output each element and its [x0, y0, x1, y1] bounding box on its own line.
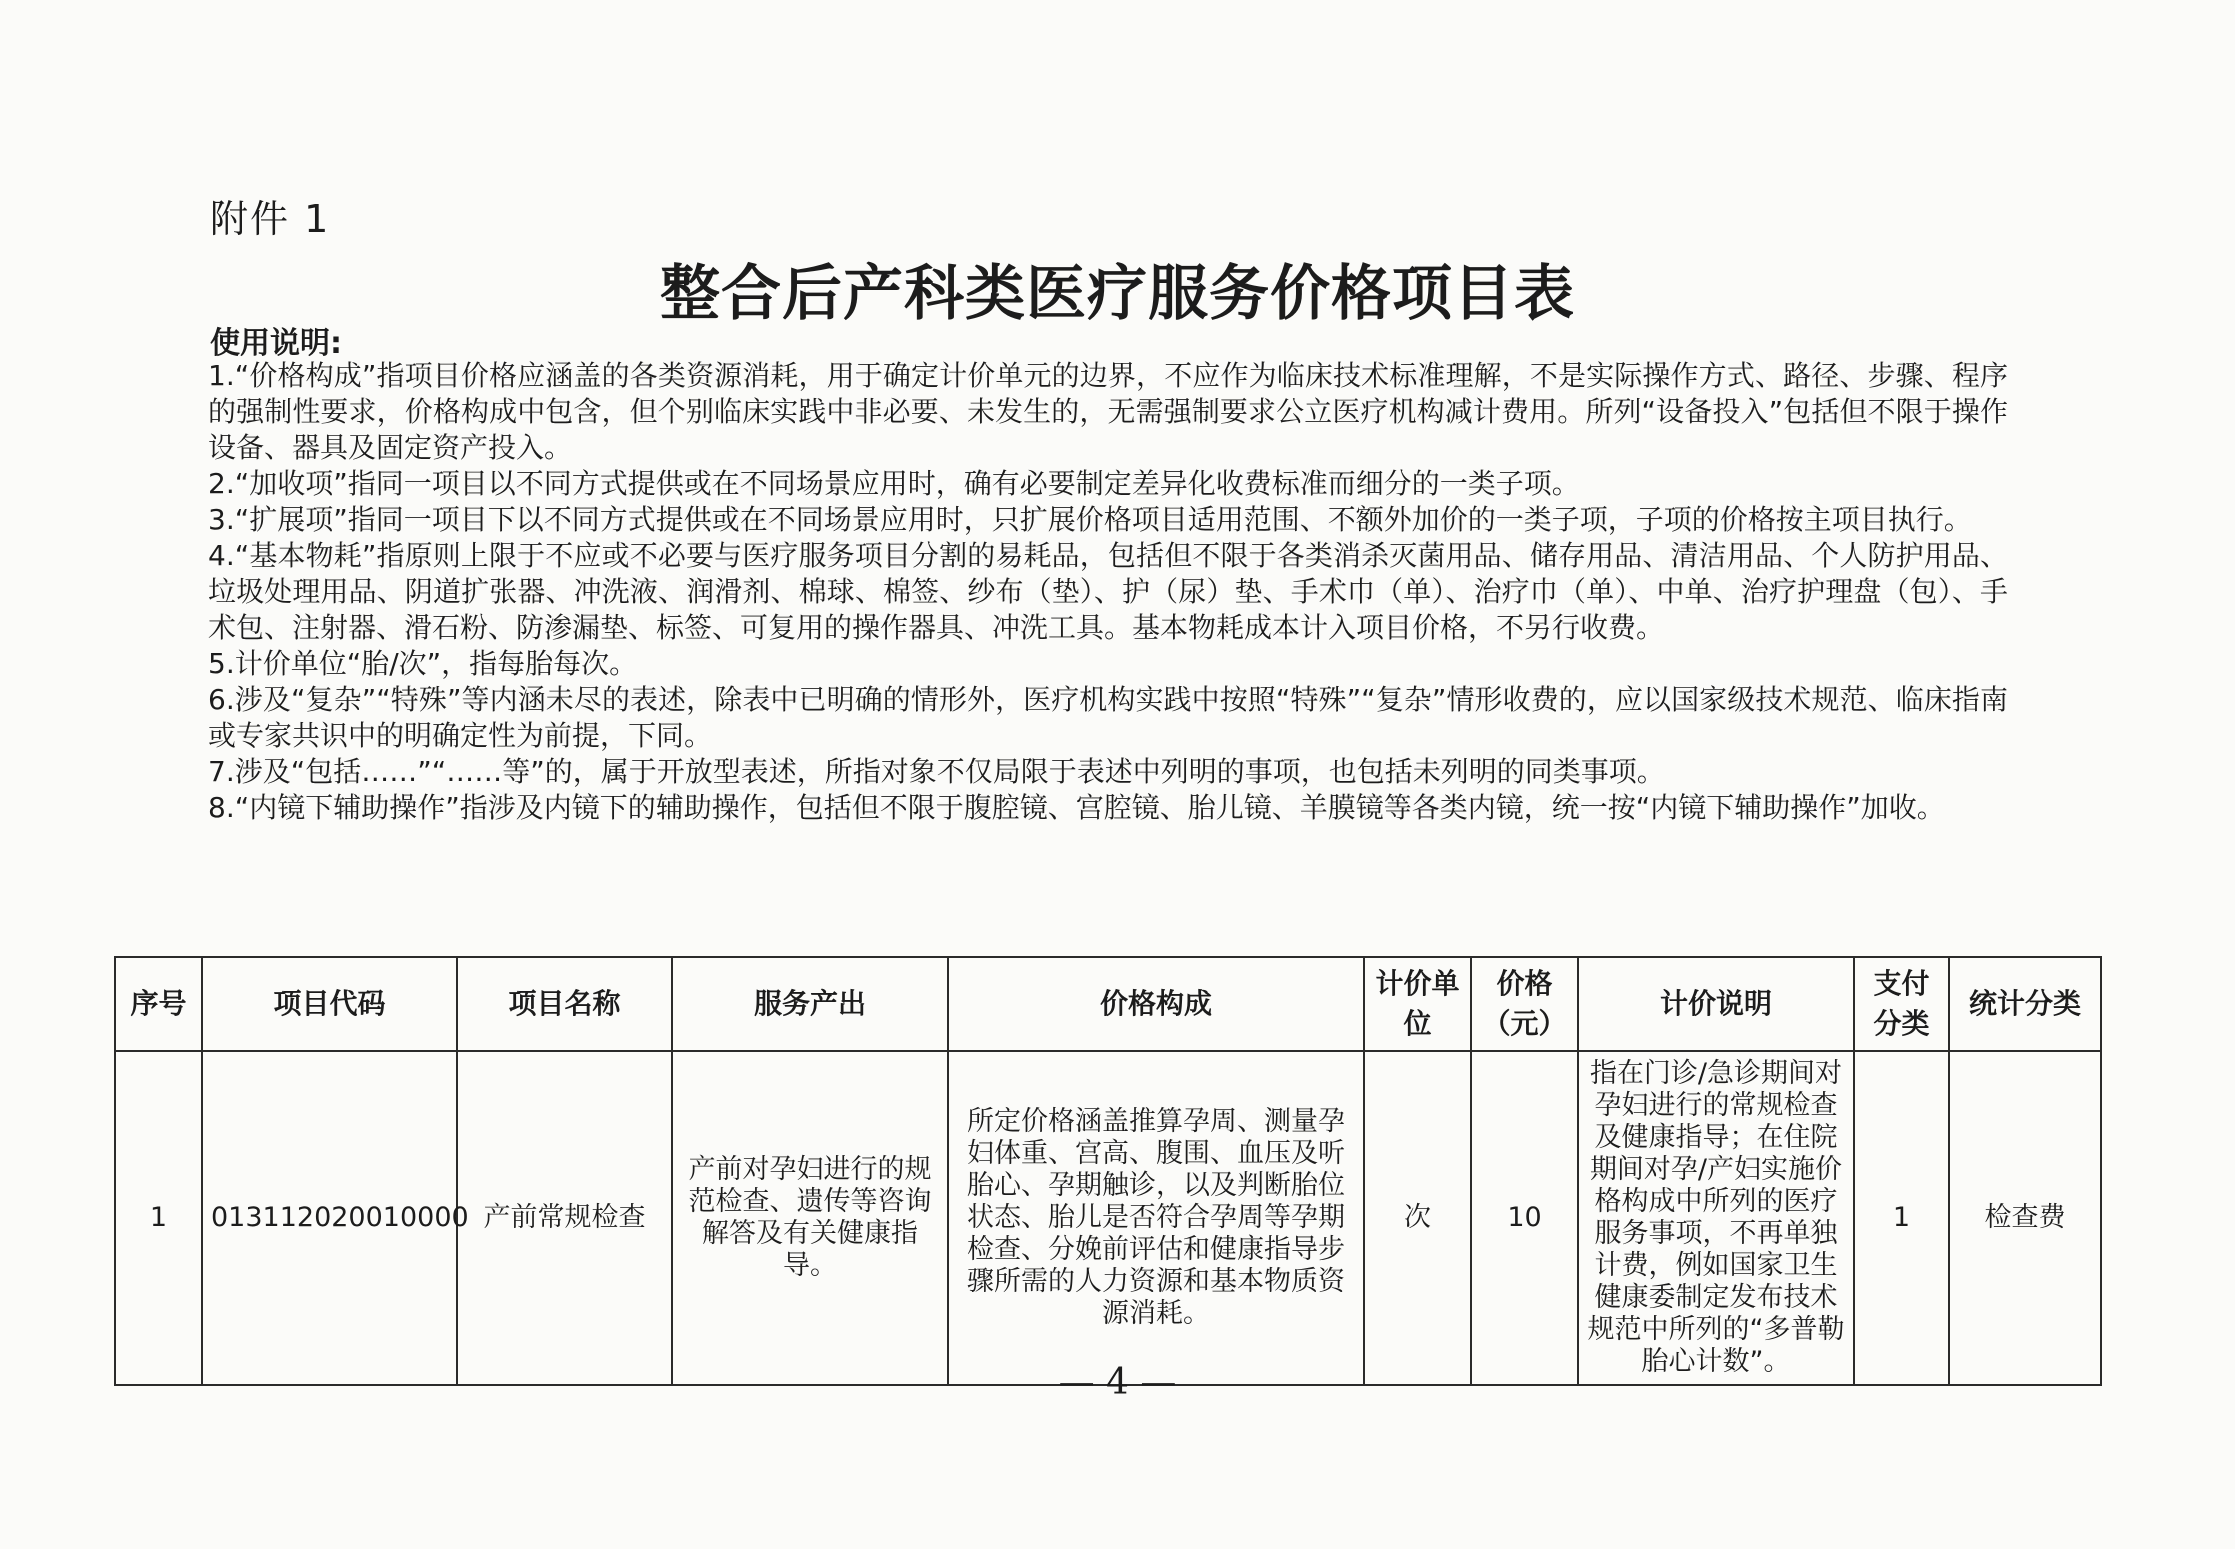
usage-note-5: 5.计价单位“胎/次”，指每胎每次。 [208, 647, 638, 680]
usage-note-1: 1.“价格构成”指项目价格应涵盖的各类资源消耗，用于确定计价单元的边界，不应作为临床技术标准理解，不是实际操作方式、路径、步骤、程序的强制性要求，价格构成中包含，但个别临床实践中非必要、未发生的，无需强制要求公立医疗机构减计费用。所列“设备投入”包括但不限于操作设备、器具及固定资产投入。 [208, 359, 2008, 464]
header-code: 项目代码 [202, 957, 457, 1051]
header-price: 价格（元） [1471, 957, 1578, 1051]
header-category: 统计分类 [1949, 957, 2101, 1051]
usage-note-4: 4.“基本物耗”指原则上限于不应或不必要与医疗服务项目分割的易耗品，包括但不限于各类消杀灭菌用品、储存用品、清洁用品、个人防护用品、垃圾处理用品、阴道扩张器、冲洗液、润滑剂、棉球、棉签、纱布（垫）、护（尿）垫、手术巾（单）、治疗巾（单）、中单、治疗护理盘（包）、手术包、注射器、滑石粉、防渗漏垫、标签、可复用的操作器具、冲洗工具。基本物耗成本计入项目价格，不另行收费。 [208, 539, 2008, 644]
page-number: — 4 — [1058, 1362, 1177, 1403]
header-composition: 价格构成 [948, 957, 1364, 1051]
usage-notes [208, 358, 2008, 826]
header-name: 项目名称 [457, 957, 672, 1051]
usage-note-6: 6.涉及“复杂”“特殊”等内涵未尽的表述，除表中已明确的情形外，医疗机构实践中按照“特殊”“复杂”情形收费的，应以国家级技术规范、临床指南或专家共识中的明确定性为前提，下同。 [208, 683, 2008, 752]
cell-code: 013112020010000 [202, 1051, 457, 1385]
usage-note-7: 7.涉及“包括……”“……等”的，属于开放型表述，所指对象不仅局限于表述中列明的事项，也包括未列明的同类事项。 [208, 755, 1665, 788]
price-table [114, 956, 2102, 1386]
cell-composition: 所定价格涵盖推算孕周、测量孕妇体重、宫高、腹围、血压及听胎心、孕期触诊，以及判断胎位状态、胎儿是否符合孕周等孕期检查、分娩前评估和健康指导步骤所需的人力资源和基本物质资源消耗。 [948, 1051, 1364, 1385]
table-header-row [115, 957, 2101, 1051]
cell-note: 指在门诊/急诊期间对孕妇进行的常规检查及健康指导；在住院期间对孕/产妇实施价格构成中所列的医疗服务事项，不再单独计费，例如国家卫生健康委制定发布技术规范中所列的“多普勒胎心计数”。 [1578, 1051, 1854, 1385]
header-output: 服务产出 [672, 957, 948, 1051]
usage-heading: 使用说明: [210, 326, 342, 361]
table-row [115, 1051, 2101, 1385]
usage-note-2: 2.“加收项”指同一项目以不同方式提供或在不同场景应用时，确有必要制定差异化收费标准而细分的一类子项。 [208, 467, 1580, 500]
cell-output: 产前对孕妇进行的规范检查、遗传等咨询解答及有关健康指导。 [672, 1051, 948, 1385]
cell-unit: 次 [1364, 1051, 1471, 1385]
header-seq: 序号 [115, 957, 202, 1051]
page-title: 整合后产科类医疗服务价格项目表 [660, 259, 1575, 329]
header-payment: 支付分类 [1854, 957, 1949, 1051]
cell-name: 产前常规检查 [457, 1051, 672, 1385]
cell-price: 10 [1471, 1051, 1578, 1385]
header-note: 计价说明 [1578, 957, 1854, 1051]
usage-note-8: 8.“内镜下辅助操作”指涉及内镜下的辅助操作，包括但不限于腹腔镜、宫腔镜、胎儿镜、羊膜镜等各类内镜，统一按“内镜下辅助操作”加收。 [208, 791, 1945, 824]
attachment-label: 附件 1 [210, 197, 331, 241]
cell-category: 检查费 [1949, 1051, 2101, 1385]
header-unit: 计价单位 [1364, 957, 1471, 1051]
cell-payment: 1 [1854, 1051, 1949, 1385]
cell-seq: 1 [115, 1051, 202, 1385]
usage-note-3: 3.“扩展项”指同一项目下以不同方式提供或在不同场景应用时，只扩展价格项目适用范围、不额外加价的一类子项，子项的价格按主项目执行。 [208, 503, 1972, 536]
